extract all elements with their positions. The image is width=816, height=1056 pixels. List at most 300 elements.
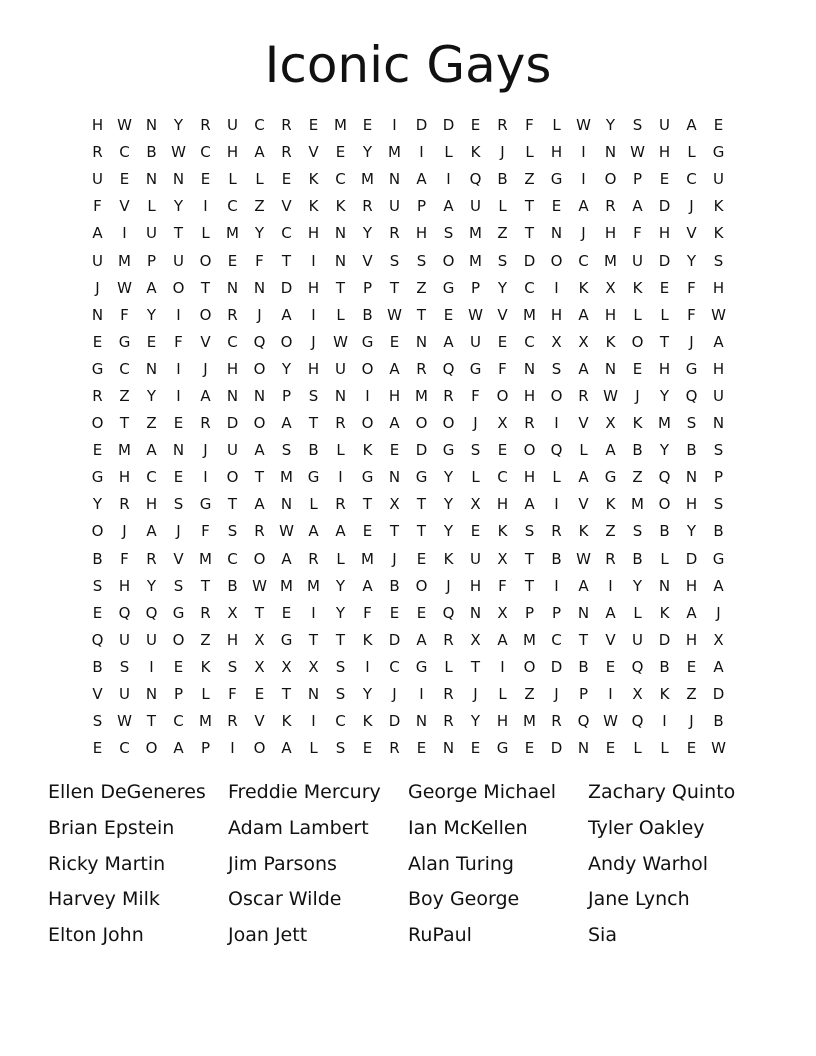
grid-row [84,518,732,545]
grid-letter: J [689,197,694,216]
grid-row [84,139,732,166]
grid-letter: R [551,712,562,731]
grid-letter: F [498,576,507,595]
grid-letter: D [280,278,293,297]
grid-letter: U [146,630,157,649]
grid-letter: B [713,522,724,541]
grid-letter: I [203,468,208,487]
grid-letter: K [497,522,508,541]
grid-letter: E [416,739,427,758]
grid-letter: J [689,332,694,351]
grid-letter: G [172,603,185,622]
grid-letter: L [633,305,642,324]
grid-letter: Z [632,468,643,487]
grid-letter: Z [497,224,508,243]
grid-letter: A [173,739,184,758]
grid-letter: B [92,657,103,676]
grid-letter: Q [631,712,644,731]
grid-letter: J [473,414,478,433]
grid-letter: J [716,603,721,622]
grid-letter: A [254,495,265,514]
grid-letter: L [498,685,507,704]
grid-letter: L [687,143,696,162]
grid-letter: H [388,386,401,405]
grid-letter: X [389,495,400,514]
grid-letter: K [605,332,616,351]
grid-letter: Y [146,576,157,595]
grid-letter: G [361,332,374,351]
grid-letter: H [226,630,239,649]
grid-letter: L [444,143,453,162]
grid-letter: I [122,224,127,243]
grid-letter: E [686,739,697,758]
grid-letter: H [523,386,536,405]
grid-letter: N [307,685,320,704]
grid-letter: Q [631,657,644,676]
grid-letter: K [713,224,724,243]
grid-row [84,546,732,573]
grid-letter: O [415,576,428,595]
grid-letter: K [308,197,319,216]
grid-letter: J [257,305,262,324]
grid-letter: I [554,414,559,433]
grid-letter: Y [686,522,697,541]
grid-letter: A [713,332,724,351]
grid-letter: G [496,739,509,758]
grid-letter: E [497,441,508,460]
grid-letter: M [280,576,293,595]
grid-letter: V [200,332,211,351]
grid-letter: R [443,712,454,731]
grid-letter: Q [577,712,590,731]
grid-letter: I [203,197,208,216]
grid-row [84,708,732,735]
grid-letter: G [415,468,428,487]
grid-letter: R [335,495,346,514]
grid-letter: G [361,468,374,487]
grid-letter: V [281,197,292,216]
grid-letter: S [686,414,697,433]
word-list-item: RuPaul [408,924,472,947]
grid-letter: T [389,522,400,541]
grid-letter: N [172,170,185,189]
grid-letter: C [335,712,346,731]
grid-letter: W [711,305,726,324]
grid-letter: M [631,495,644,514]
grid-letter: E [335,143,346,162]
grid-letter: C [524,278,535,297]
grid-letter: S [632,522,643,541]
grid-letter: H [685,495,698,514]
grid-letter: I [392,116,397,135]
grid-letter: O [91,414,104,433]
grid-letter: M [334,116,347,135]
grid-letter: A [497,630,508,649]
grid-letter: Y [362,143,373,162]
grid-letter: K [200,657,211,676]
grid-letter: O [631,332,644,351]
grid-letter: M [226,224,239,243]
grid-letter: W [279,522,294,541]
grid-letter: C [119,739,130,758]
grid-letter: R [578,386,589,405]
grid-letter: K [362,712,373,731]
grid-letter: N [172,441,185,460]
grid-letter: R [497,116,508,135]
grid-letter: W [603,386,618,405]
grid-letter: X [470,495,481,514]
grid-letter: O [253,549,266,568]
grid-letter: R [200,603,211,622]
grid-letter: S [173,495,184,514]
grid-letter: D [658,630,671,649]
grid-letter: A [605,441,616,460]
grid-letter: J [392,549,397,568]
grid-letter: M [361,549,374,568]
grid-letter: T [173,224,184,243]
grid-letter: M [280,468,293,487]
grid-letter: L [660,549,669,568]
grid-letter: H [118,468,131,487]
grid-letter: V [173,549,184,568]
grid-letter: O [253,414,266,433]
grid-letter: N [577,739,590,758]
grid-letter: I [311,603,316,622]
grid-letter: N [604,143,617,162]
grid-letter: T [227,495,238,514]
grid-letter: E [443,305,454,324]
word-list-item: Freddie Mercury [228,781,381,803]
grid-letter: J [689,712,694,731]
grid-letter: G [712,549,725,568]
grid-letter: P [470,278,481,297]
grid-letter: D [415,441,428,460]
grid-letter: U [470,549,481,568]
grid-letter: E [416,603,427,622]
grid-letter: A [281,305,292,324]
grid-letter: Q [253,332,266,351]
grid-letter: G [442,278,455,297]
grid-letter: G [469,359,482,378]
grid-letter: Y [281,359,292,378]
grid-letter: H [226,143,239,162]
grid-letter: E [173,657,184,676]
grid-letter: K [632,414,643,433]
grid-letter: L [228,170,237,189]
grid-letter: R [92,143,103,162]
grid-letter: E [497,332,508,351]
grid-letter: H [226,359,239,378]
grid-letter: Y [443,495,454,514]
grid-letter: X [551,332,562,351]
grid-letter: Y [335,603,346,622]
grid-letter: T [524,576,535,595]
grid-letter: O [253,359,266,378]
grid-letter: P [524,603,535,622]
grid-letter: U [713,170,724,189]
grid-letter: G [307,468,320,487]
grid-letter: C [281,224,292,243]
grid-letter: E [659,278,670,297]
grid-letter: I [554,278,559,297]
grid-letter: T [524,197,535,216]
grid-letter: H [307,224,320,243]
grid-letter: A [281,739,292,758]
word-list-item: Tyler Oakley [588,816,705,839]
grid-letter: L [579,441,588,460]
grid-letter: U [92,251,103,270]
grid-letter: H [118,576,131,595]
grid-letter: R [605,197,616,216]
grid-letter: I [311,251,316,270]
grid-letter: U [173,251,184,270]
grid-letter: I [176,359,181,378]
grid-letter: D [658,251,671,270]
grid-letter: L [201,685,210,704]
grid-letter: R [416,359,427,378]
word-list-item: Jane Lynch [588,888,690,911]
grid-letter: Y [659,441,670,460]
grid-letter: F [633,224,642,243]
grid-letter: N [604,359,617,378]
grid-letter: E [470,116,481,135]
grid-letter: Y [362,685,373,704]
grid-letter: Z [605,522,616,541]
grid-letter: W [333,332,348,351]
grid-row [84,654,732,681]
grid-letter: E [362,522,373,541]
grid-letter: S [335,739,346,758]
grid-letter: A [200,386,211,405]
grid-letter: M [118,251,131,270]
grid-letter: A [713,657,724,676]
grid-letter: U [389,197,400,216]
grid-row [84,600,732,627]
grid-letter: P [416,197,427,216]
grid-letter: Y [335,576,346,595]
grid-letter: W [630,143,645,162]
grid-letter: A [146,522,157,541]
grid-letter: D [550,657,563,676]
grid-letter: M [199,712,212,731]
grid-letter: L [336,441,345,460]
grid-letter: T [470,657,481,676]
grid-letter: S [470,441,481,460]
grid-letter: S [389,251,400,270]
grid-letter: N [334,251,347,270]
grid-letter: I [608,576,613,595]
grid-letter: A [443,197,454,216]
grid-letter: T [146,712,157,731]
grid-letter: A [389,414,400,433]
grid-letter: W [468,305,483,324]
grid-letter: C [173,712,184,731]
grid-letter: Y [173,116,184,135]
grid-letter: S [335,657,346,676]
grid-letter: D [523,251,536,270]
grid-letter: J [581,224,586,243]
grid-letter: N [226,278,239,297]
grid-letter: E [686,657,697,676]
grid-letter: Z [416,278,427,297]
grid-letter: E [551,197,562,216]
grid-letter: R [200,414,211,433]
grid-letter: S [524,522,535,541]
grid-letter: P [173,685,184,704]
grid-letter: V [578,495,589,514]
grid-letter: H [91,116,104,135]
grid-letter: B [713,712,724,731]
grid-letter: N [712,414,725,433]
grid-letter: A [281,414,292,433]
grid-letter: F [201,522,210,541]
grid-letter: E [92,332,103,351]
grid-letter: M [469,224,482,243]
grid-letter: J [311,332,316,351]
grid-letter: H [550,305,563,324]
grid-letter: J [95,278,100,297]
grid-letter: T [200,576,211,595]
grid-letter: B [659,522,670,541]
grid-letter: H [307,278,320,297]
grid-letter: X [281,657,292,676]
grid-letter: V [362,251,373,270]
grid-letter: P [362,278,373,297]
grid-letter: N [523,359,536,378]
grid-letter: H [550,143,563,162]
grid-letter: P [200,739,211,758]
grid-letter: O [658,495,671,514]
grid-letter: K [713,197,724,216]
grid-letter: K [632,278,643,297]
grid-letter: T [254,603,265,622]
grid-letter: B [686,441,697,460]
grid-letter: L [336,549,345,568]
grid-letter: K [578,278,589,297]
grid-letter: L [444,657,453,676]
word-list-item: Alan Turing [408,852,514,875]
grid-letter: A [389,359,400,378]
grid-letter: U [470,332,481,351]
grid-letter: Y [173,197,184,216]
grid-row [84,275,732,302]
grid-letter: C [551,630,562,649]
grid-letter: F [687,305,696,324]
grid-letter: E [254,685,265,704]
grid-letter: B [227,576,238,595]
grid-letter: A [443,332,454,351]
grid-letter: T [362,495,373,514]
grid-letter: I [581,143,586,162]
grid-letter: S [227,657,238,676]
grid-letter: F [525,116,534,135]
grid-letter: P [551,603,562,622]
grid-letter: O [523,441,536,460]
grid-letter: F [363,603,372,622]
grid-letter: W [252,576,267,595]
grid-letter: G [91,468,104,487]
grid-letter: L [336,305,345,324]
grid-letter: E [92,739,103,758]
grid-letter: R [254,522,265,541]
grid-letter: T [308,414,319,433]
grid-letter: L [633,603,642,622]
grid-letter: Z [254,197,265,216]
grid-letter: R [119,495,130,514]
grid-letter: S [119,657,130,676]
grid-letter: A [281,549,292,568]
grid-letter: L [309,739,318,758]
grid-letter: J [203,359,208,378]
grid-letter: L [660,739,669,758]
grid-letter: H [415,224,428,243]
grid-letter: C [119,359,130,378]
grid-letter: X [254,657,265,676]
grid-letter: E [605,739,616,758]
grid-letter: V [686,224,697,243]
grid-letter: K [308,170,319,189]
grid-letter: B [497,170,508,189]
grid-letter: N [415,332,428,351]
grid-letter: S [632,116,643,135]
grid-letter: I [500,657,505,676]
grid-letter: E [92,441,103,460]
grid-letter: G [280,630,293,649]
grid-letter: O [280,332,293,351]
grid-letter: W [603,712,618,731]
grid-letter: R [335,414,346,433]
grid-letter: F [498,359,507,378]
grid-letter: N [226,386,239,405]
grid-letter: W [117,712,132,731]
grid-letter: E [632,359,643,378]
grid-letter: R [227,305,238,324]
grid-letter: Q [685,386,698,405]
grid-letter: L [255,170,264,189]
grid-letter: A [254,441,265,460]
grid-row [84,329,732,356]
grid-letter: Q [550,441,563,460]
grid-letter: Y [605,116,616,135]
grid-letter: T [416,495,427,514]
grid-letter: O [253,739,266,758]
grid-letter: E [173,468,184,487]
grid-letter: N [469,603,482,622]
grid-letter: Y [443,468,454,487]
grid-letter: F [93,197,102,216]
grid-letter: Z [146,414,157,433]
grid-letter: T [200,278,211,297]
grid-letter: S [551,359,562,378]
grid-row [84,410,732,437]
grid-letter: M [199,549,212,568]
grid-letter: P [146,251,157,270]
grid-letter: A [92,224,103,243]
grid-letter: X [470,630,481,649]
grid-letter: S [173,576,184,595]
grid-letter: F [687,278,696,297]
grid-letter: V [308,143,319,162]
grid-letter: B [578,657,589,676]
grid-letter: A [578,305,589,324]
grid-letter: O [145,739,158,758]
grid-letter: H [307,359,320,378]
grid-letter: B [308,441,319,460]
grid-letter: I [311,712,316,731]
grid-letter: C [389,657,400,676]
grid-letter: C [686,170,697,189]
grid-letter: L [525,143,534,162]
